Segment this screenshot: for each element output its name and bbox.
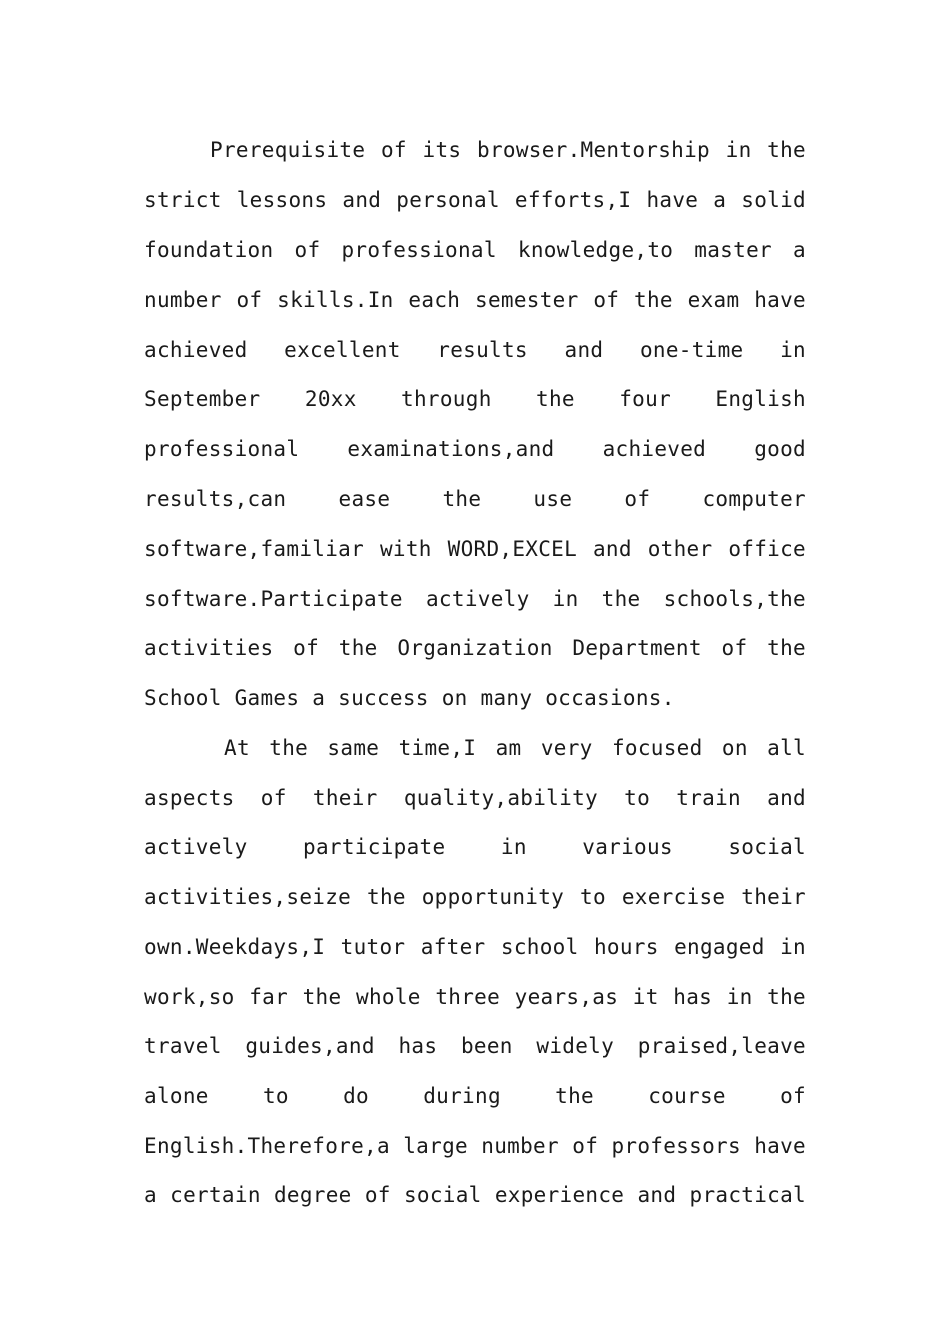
- paragraph-line: actively participate in various social: [144, 835, 806, 859]
- paragraph-line: software.Participate actively in the schools,the: [144, 587, 806, 611]
- paragraph-line: alone to do during the course of: [144, 1084, 806, 1108]
- paragraph-line: strict lessons and personal efforts,I have a solid: [144, 188, 806, 212]
- paragraph-line: own.Weekdays,I tutor after school hours engaged in: [144, 935, 806, 959]
- paragraph-line: Prerequisite of its browser.Mentorship in the: [210, 138, 806, 162]
- paragraph-line: At the same time,I am very focused on all: [224, 736, 806, 760]
- paragraph-line: work,so far the whole three years,as it has in the: [144, 985, 806, 1009]
- paragraph-line: aspects of their quality,ability to train and: [144, 786, 806, 810]
- paragraph-line: activities of the Organization Department of the: [144, 636, 806, 660]
- paragraph-line: a certain degree of social experience and practical: [144, 1183, 806, 1207]
- paragraph-line: results,can ease the use of computer: [144, 487, 806, 511]
- paragraph-line: travel guides,and has been widely praised,leave: [144, 1034, 806, 1058]
- paragraph-line: English.Therefore,a large number of professors have: [144, 1134, 806, 1158]
- paragraph-line: foundation of professional knowledge,to master a: [144, 238, 806, 262]
- paragraph-line: achieved excellent results and one-time in: [144, 338, 806, 362]
- paragraph-line: September 20xx through the four English: [144, 387, 806, 411]
- paragraph-line: activities,seize the opportunity to exercise their: [144, 885, 806, 909]
- paragraph-line: professional examinations,and achieved good: [144, 437, 806, 461]
- paragraph-line: software,familiar with WORD,EXCEL and other office: [144, 537, 806, 561]
- paragraph-line: number of skills.In each semester of the exam have: [144, 288, 806, 312]
- paragraph-line: School Games a success on many occasions.: [144, 686, 675, 710]
